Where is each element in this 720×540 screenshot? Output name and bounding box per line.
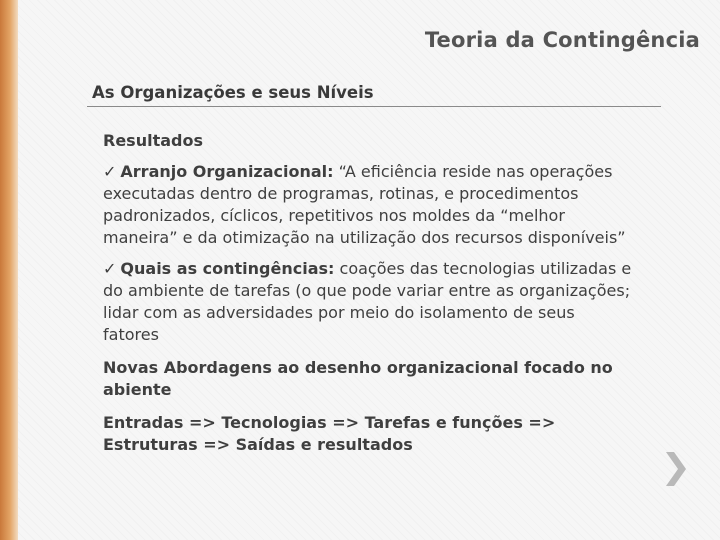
chevron-right-icon-graphic [660, 449, 690, 489]
contingencies-text: coações das tecnologias utilizadas e do ambiente de tarefas (o que pode variar entre as organizações; lidar com as adversidades por meio do isolamento de seus fatores [103, 259, 632, 344]
section-heading: As Organizações e seus Níveis [92, 83, 374, 102]
flow-text: Entradas => Tecnologias => Tarefas e funções => Estruturas => Saídas e resultados [103, 413, 556, 454]
chevron-right-icon[interactable] [660, 449, 690, 489]
slide-title: Teoria da Contingência [424, 28, 700, 52]
arrangement-text: “A eficiência reside nas operações executadas dentro de programas, rotinas, e procedimentos padronizados, cíclicos, repetitivos nos moldes da “melhor maneira” e da otimização na utilização dos recursos disponíveis” [103, 162, 626, 247]
accent-sidebar [0, 0, 18, 540]
slide-content [103, 130, 633, 456]
arrangement-lead: Arranjo Organizacional: [120, 162, 334, 181]
results-label: Resultados [103, 131, 203, 150]
new-approaches-text: Novas Abordagens ao desenho organizacional focado no abiente [103, 358, 613, 399]
check-icon: ✓ [103, 162, 117, 181]
contingencies-lead: Quais as contingências: [120, 259, 335, 278]
contingencies-item [103, 258, 633, 346]
arrangement-item [103, 161, 633, 249]
heading-divider [87, 106, 661, 107]
check-icon: ✓ [103, 259, 117, 278]
